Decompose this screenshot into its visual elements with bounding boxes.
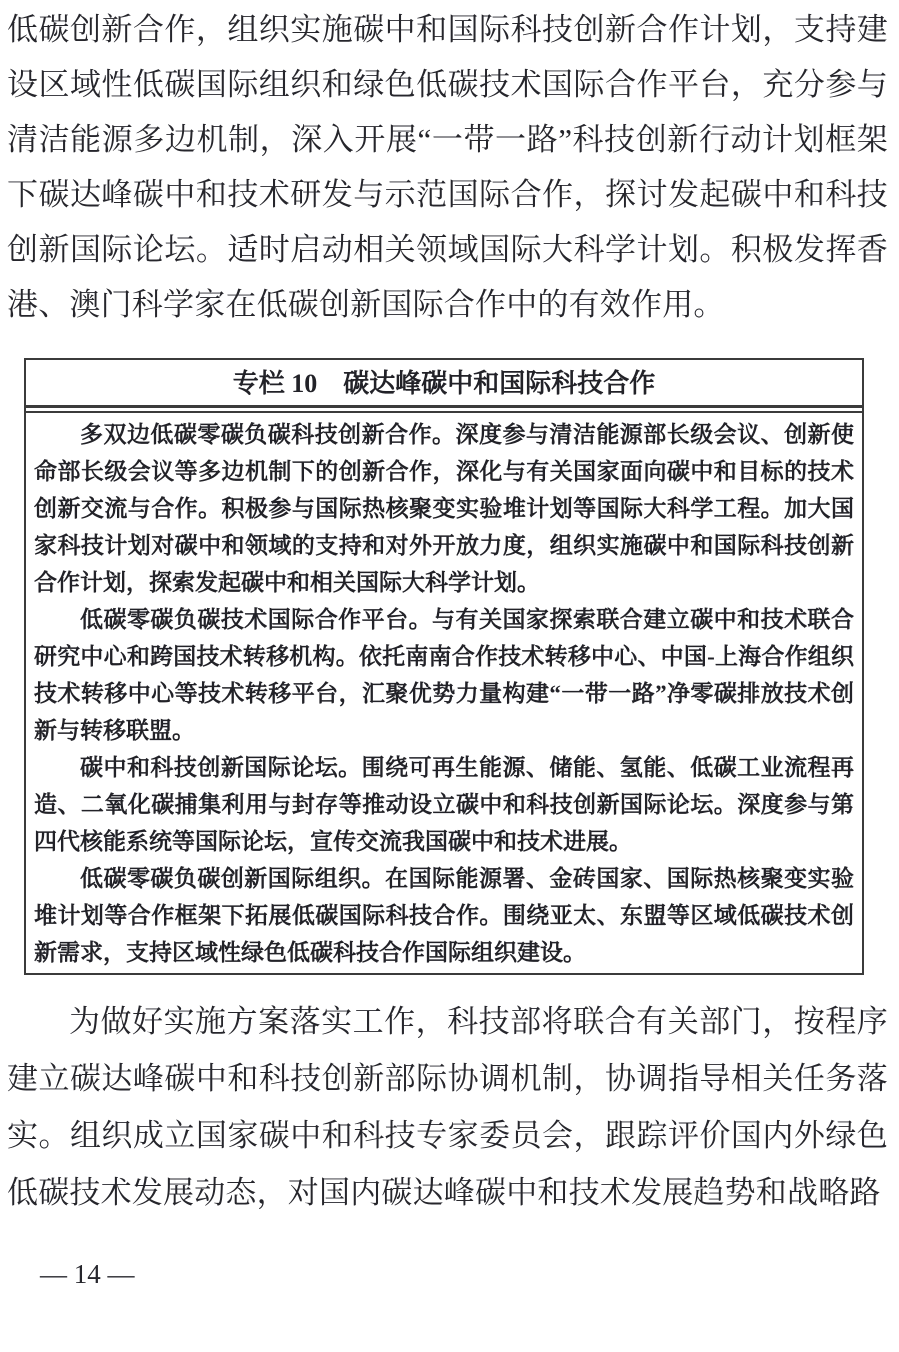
column-box-body: [26, 411, 862, 973]
page-number: — 14 —: [40, 1259, 135, 1289]
box-paragraph-multilateral-cooperation: 多双边低碳零碳负碳科技创新合作。深度参与清洁能源部长级会议、创新使命部长级会议等多边机制下的创新合作，深化与有关国家面向碳中和目标的技术创新交流与合作。积极参与国际热核聚变实验堆计划等国际大科学工程。加大国家科技计划对碳中和领域的支持和对外开放力度，组织实施碳中和国际科技创新合作计划，探索发起碳中和相关国际大科学计划。: [34, 422, 854, 595]
page-content: [7, 2, 888, 1291]
box-paragraph-international-organization: 低碳零碳负碳创新国际组织。在国际能源署、金砖国家、国际热核聚变实验堆计划等合作框架下拓展低碳国际科技合作。围绕亚太、东盟等区域低碳技术创新需求，支持区域性绿色低碳科技合作国际组织建设。: [34, 866, 854, 965]
column-box-title: 专栏 10 碳达峰碳中和国际科技合作: [26, 360, 862, 408]
body-paragraph-top: 低碳创新合作，组织实施碳中和国际科技创新合作计划，支持建设区域性低碳国际组织和绿色低碳技术国际合作平台，充分参与清洁能源多边机制，深入开展“一带一路”科技创新行动计划框架下碳达峰碳中和技术研发与示范国际合作，探讨发起碳中和科技创新国际论坛。适时启动相关领域国际大科学计划。积极发挥香港、澳门科学家在低碳创新国际合作中的有效作用。: [7, 12, 888, 322]
body-paragraph-bottom: 为做好实施方案落实工作，科技部将联合有关部门，按程序建立碳达峰碳中和科技创新部际协调机制，协调指导相关任务落实。组织成立国家碳中和科技专家委员会，跟踪评价国内外绿色低碳技术发展动态，对国内碳达峰碳中和技术发展趋势和战略路: [7, 1004, 888, 1210]
special-column-box: [24, 358, 864, 975]
box-paragraph-international-forum: 碳中和科技创新国际论坛。围绕可再生能源、储能、氢能、低碳工业流程再造、二氧化碳捕集利用与封存等推动设立碳中和科技创新国际论坛。深度参与第四代核能系统等国际论坛，宣传交流我国碳中和技术进展。: [34, 755, 854, 854]
box-paragraph-cooperation-platform: 低碳零碳负碳技术国际合作平台。与有关国家探索联合建立碳中和技术联合研究中心和跨国技术转移机构。依托南南合作技术转移中心、中国-上海合作组织技术转移中心等技术转移平台，汇聚优势力量构建“一带一路”净零碳排放技术创新与转移联盟。: [34, 607, 854, 743]
